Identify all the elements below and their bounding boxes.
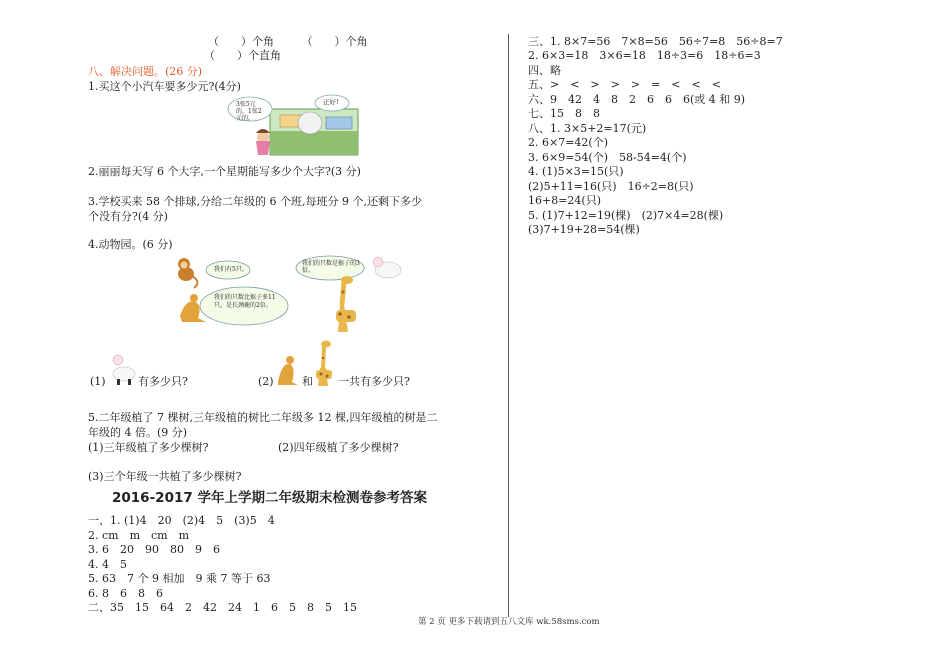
answer-line: 3. 6 20 90 80 9 6 <box>88 543 220 556</box>
answer-key-title: 2016-2017 学年上学期二年级期末检测卷参考答案 <box>112 490 427 506</box>
q5-sub2: (2)四年级植了多少棵树? <box>278 441 399 454</box>
question-5-line-2: 年级的 4 倍。(9 分) <box>88 426 188 439</box>
answer-line: 2. cm m cm m <box>88 529 190 542</box>
answer-line: 4. 4 5 <box>88 558 127 571</box>
q4-sub2-number: (2) <box>258 375 274 388</box>
answer-line: (2)5+11=16(只) 16÷2=8(只) <box>528 180 694 193</box>
answer-line: 4. (1)5×3=15(只) <box>528 165 624 178</box>
answer-line: 二、35 15 64 2 42 24 1 6 5 8 5 15 <box>88 601 357 614</box>
monkey-speech-text: 我们有5只。 <box>214 266 248 273</box>
answer-line: (3)7+19+28=54(棵) <box>528 223 640 236</box>
question-3-line-2: 个没有分?(4 分) <box>88 210 168 223</box>
q4-sub1-text: 有多少只? <box>138 375 188 388</box>
answer-line: 2. 6×3=18 3×6=18 18÷3=6 18÷6=3 <box>528 49 761 62</box>
answer-line: 2. 6×7=42(个) <box>528 136 609 149</box>
question-5-line-1: 5.二年级植了 7 棵树,三年级植的树比二年级多 12 棵,四年级植的树是二 <box>88 411 438 424</box>
q4-sub2-text: 一共有多少只? <box>338 375 410 388</box>
sheep-speech-text: 我们的只数是猴子的3倍。 <box>302 260 360 275</box>
answer-line: 5. (1)7+12=19(棵) (2)7×4=28(棵) <box>528 209 724 222</box>
q5-sub3: (3)三个年级一共植了多少棵树? <box>88 470 242 483</box>
zoo-animals-illustration <box>172 252 408 342</box>
page-footer: 第 2 页 更多下载请到五八文库 wk.58sms.com <box>418 617 600 627</box>
question-3-line-1: 3.学校买来 58 个排球,分给二年级的 6 个班,每班分 9 个,还剩下多少 <box>88 195 422 208</box>
right-angle-count-row: （ ）个直角 <box>204 49 281 62</box>
answer-line: 六、9 42 4 8 2 6 6 6(或 4 和 9) <box>528 93 746 106</box>
sheep-icon <box>110 352 136 386</box>
angle-count-row-1: （ ）个角 （ ）个角 <box>208 35 368 48</box>
answer-line: 四、略 <box>528 64 561 77</box>
kangaroo-speech-text: 我们的只数比猴子多11只，是长颈鹿的2倍。 <box>214 294 276 309</box>
q4-sub1-number: (1) <box>90 375 106 388</box>
q1-speech-bubble-clerk: 正好! <box>323 98 339 106</box>
q5-sub1: (1)三年级植了多少棵树? <box>88 441 209 454</box>
answer-line: 5. 63 7 个 9 相加 9 乘 7 等于 63 <box>88 572 271 585</box>
answer-line: 三、1. 8×7=56 7×8=56 56÷7=8 56÷8=7 <box>528 35 783 48</box>
kangaroo-icon <box>274 352 300 386</box>
answer-line: 6. 8 6 8 6 <box>88 587 163 600</box>
q4-sub2-and: 和 <box>302 375 313 388</box>
question-2: 2.丽丽每天写 6 个大字,一个星期能写多少个大字?(3 分) <box>88 165 361 178</box>
answer-line: 七、15 8 8 <box>528 107 600 120</box>
answer-line: 16+8=24(只) <box>528 194 602 207</box>
answer-line: 3. 6×9=54(个) 58-54=4(个) <box>528 151 687 164</box>
question-4: 4.动物园。(6 分) <box>88 238 173 251</box>
answer-line: 五、> < > > > = < < < <box>528 78 721 91</box>
question-1: 1.买这个小汽车要多少元?(4分) <box>88 80 241 93</box>
q1-speech-bubble-girl: 3张5元的，1张2元的。 <box>236 101 262 123</box>
answer-line: 八、1. 3×5+2=17(元) <box>528 122 647 135</box>
giraffe-icon <box>312 338 336 388</box>
column-divider <box>508 34 509 617</box>
answer-line: 一、1. (1)4 20 (2)4 5 (3)5 4 <box>88 514 275 527</box>
section-8-heading: 八、解决问题。(26 分) <box>88 65 203 78</box>
